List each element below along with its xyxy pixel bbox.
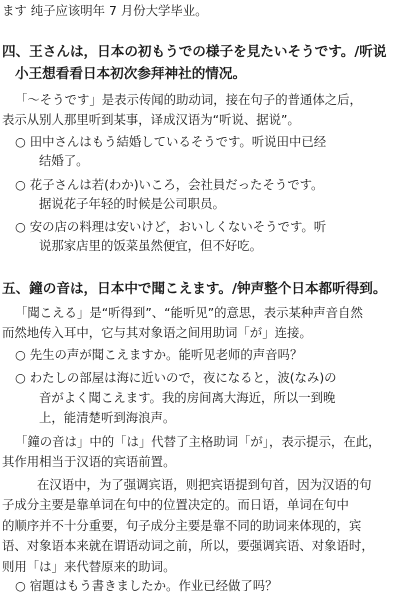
section-heading-5: 五、鐘の音は，日本中で聞こえます。/钟声整个日本都听得到。 [2,281,387,297]
example-translation: 上，能清楚听到海浪声。 [39,410,176,425]
example-translation: 说那家店里的饭菜虽然便宜，但不好吃。 [39,238,263,253]
text-line: 子成分主要是靠单词在句中的位置决定的。而日语，单词在句中 [2,497,349,512]
example-sentence-cont: 音がよく聞こえます。我的房间离大海近，所以一到晚 [39,390,336,405]
example-sentence: ○ 宿題はもう書きましたか。作业已经做了吗？ [15,578,278,593]
example-sentence: ○ 花子さんは若(わか)いころ，会社員だったそうです。 [15,177,324,192]
text-line: 语、对象语本来就在谓语动词之前，所以，要强调宾语、对象语时， [2,538,374,553]
text-line: 的顺序并不十分重要，句子成分主要是靠不同的助词来体现的，宾 [2,518,362,533]
example-sentence: ○ 田中さんはもう結婚しているそうです。听说田中已经 [15,134,327,149]
example-sentence: ○ わたしの部屋は海に近いので，夜になると，波(なみ)の [15,370,337,385]
text-line: ます 纯子应该明年 7 月份大学毕业。 [2,3,208,18]
section-heading-4: 四、王さんは，日本の初もうでの様子を見たいそうです。/听说 [2,44,387,60]
text-line: 「聞こえる」是“听得到”、“能听见”的意思，表示某种声音自然 [15,305,363,320]
text-line: 「～そうです」是表示传闻的助动词，接在句子的普通体之后， [15,92,362,107]
example-translation: 结婚了。 [39,153,89,168]
example-sentence: ○ 安の店の料理は安いけど，おいしくないそうです。听 [15,219,327,234]
example-sentence: ○ 先生の声が聞こえますか。能听见老师的声音吗？ [15,347,303,362]
text-line: 则用「は」来代替原来的助词。 [2,559,176,574]
section-heading-4-cont: 小王想看看日本初次参拜神社的情况。 [15,66,247,82]
text-line: 其作用相当于汉语的宾语前置。 [2,454,176,469]
example-translation: 据说花子年轻的时候是公司职员。 [39,196,225,211]
text-line: 表示从别人那里听到某事，译成汉语为“听说、据说”。 [2,112,300,127]
text-line: 而然地传入耳中，它与其对象语之间用助词「が」连接。 [2,325,312,340]
text-line: 在汉语中，为了强调宾语，则把宾语提到句首，因为汉语的句 [37,477,372,492]
text-line: 「鐘の音は」中的「は」代替了主格助词「が」，表示提示，在此， [15,434,381,449]
